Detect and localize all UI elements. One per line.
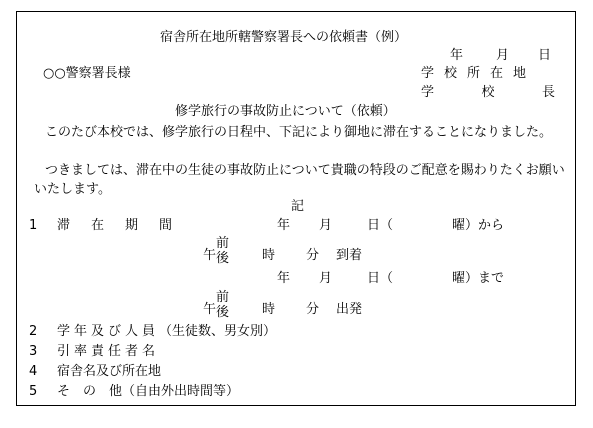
item-number: 3 [29, 344, 38, 359]
item-label: 引率責任者名 [57, 344, 160, 359]
date-day-label: 日 [538, 48, 552, 63]
item-label: 滞在期間 [57, 218, 194, 233]
arrival-label: 到着 [336, 248, 363, 263]
ampm-zen: 前 [216, 236, 230, 251]
item-number: 2 [29, 324, 38, 339]
item-note: （自由外出時間等） [122, 384, 240, 399]
period-from-weekday: 曜）から [452, 218, 505, 233]
principal-label [421, 85, 555, 101]
principal-char-3: 長 [541, 85, 555, 100]
item-number: 4 [29, 364, 38, 379]
body-paragraph-1: このたび本校では、修学旅行の日程中、下記により御地に滞在することになりました。 [45, 125, 553, 140]
period-from-year: 年 [277, 218, 291, 233]
arrival-minute: 分 [306, 248, 320, 263]
period-to-year: 年 [277, 271, 291, 286]
ampm-ato: 後 [216, 251, 230, 266]
ki-heading: 記 [291, 199, 305, 214]
departure-minute: 分 [306, 302, 320, 317]
ampm-zen: 前 [216, 290, 230, 305]
ampm-ato: 後 [216, 305, 230, 320]
departure-hour: 時 [262, 302, 276, 317]
item-number: 5 [29, 384, 38, 399]
item-note: （生徒数、男女別） [159, 324, 277, 339]
principal-char-2: 校 [481, 85, 495, 100]
departure-label: 出発 [336, 302, 363, 317]
item-label: 学年及び人員 [57, 324, 160, 339]
ampm-go: 午 [203, 302, 217, 317]
date-year-label: 年 [450, 48, 464, 63]
item-label: そ の 他 [57, 384, 123, 399]
document-title: 宿舎所在地所轄警察署長への依頼書（例） [160, 30, 408, 45]
arrival-hour: 時 [262, 248, 276, 263]
ampm-go: 午 [203, 248, 217, 263]
period-from-month: 月 [319, 218, 333, 233]
item-label: 宿舎名及び所在地 [57, 364, 162, 379]
period-to-weekday: 曜）まで [452, 271, 505, 286]
period-to-day: 日（ [367, 271, 394, 286]
item-number: 1 [29, 218, 38, 233]
subject-line: 修学旅行の事故防止について（依頼） [175, 104, 396, 119]
body-paragraph-2: つきましては、滞在中の生徒の事故防止について貴職の特段のご配意を賜わりたくお願いいたします。 [34, 163, 565, 197]
date-month-label: 月 [496, 48, 510, 63]
addressee: ○○警察署長様 [43, 66, 131, 81]
period-to-month: 月 [319, 271, 333, 286]
principal-char-1: 学 [421, 85, 435, 100]
period-from-day: 日（ [367, 218, 394, 233]
school-location-label: 学校所在地 [421, 66, 537, 81]
